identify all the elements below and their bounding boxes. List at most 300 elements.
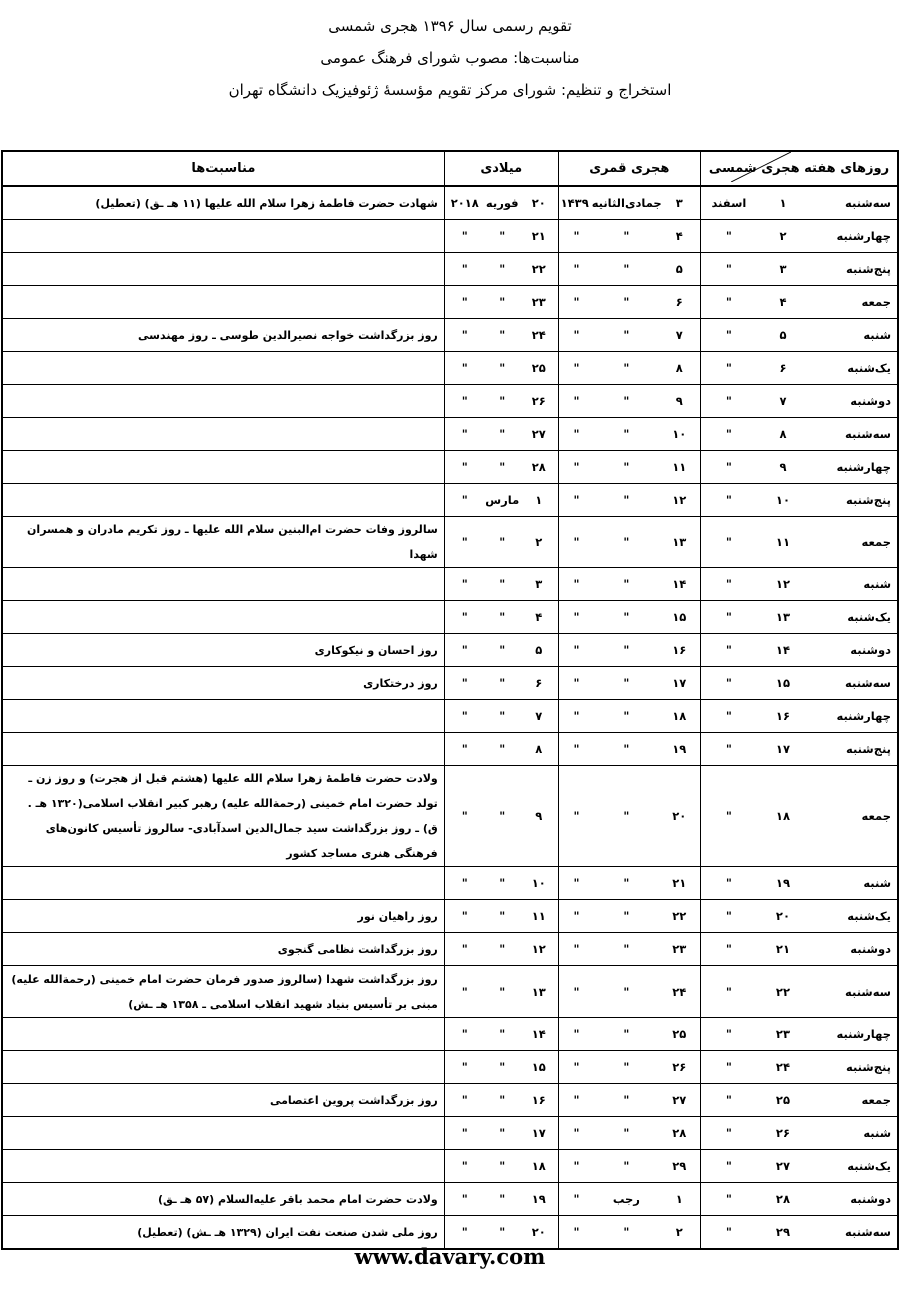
weekday: یک‌شنبه xyxy=(847,361,891,375)
miladi-day: ۱۶ xyxy=(531,1093,546,1107)
qamari-month: " xyxy=(623,1225,630,1239)
cell-event: سالروز وفات حضرت ام‌البنین سلام الله علیها ـ روز تکریم مادران و همسران شهدا xyxy=(2,517,444,568)
cell-event: شهادت حضرت فاطمهٔ زهرا سلام الله علیها (۱۱ هـ ـق) (تعطیل) xyxy=(2,186,444,220)
qamari-day: ۲ xyxy=(675,1225,683,1239)
qamari-day: ۲۲ xyxy=(672,909,687,923)
miladi-month: " xyxy=(499,876,506,890)
cell-miladi xyxy=(444,1084,558,1117)
weekday: چهارشنبه xyxy=(836,460,891,474)
cell-miladi xyxy=(444,1117,558,1150)
table-row xyxy=(2,733,898,766)
shamsi-month: " xyxy=(725,742,732,756)
cell-event xyxy=(2,385,444,418)
table-row xyxy=(2,319,898,352)
cell-qamari xyxy=(558,286,700,319)
shamsi-day: ۷ xyxy=(779,394,787,408)
cell-miladi xyxy=(444,1183,558,1216)
shamsi-month: " xyxy=(725,577,732,591)
qamari-day: ۱۷ xyxy=(672,676,687,690)
miladi-month: " xyxy=(499,942,506,956)
miladi-month: " xyxy=(499,742,506,756)
qamari-month: " xyxy=(623,535,630,549)
shamsi-day: ۲۸ xyxy=(775,1192,790,1206)
cell-shamsi xyxy=(700,867,898,900)
cell-miladi xyxy=(444,867,558,900)
miladi-month: " xyxy=(499,709,506,723)
miladi-month: " xyxy=(499,262,506,276)
table-row xyxy=(2,286,898,319)
miladi-year: ۲۰۱۸ xyxy=(450,196,479,210)
miladi-year: " xyxy=(461,262,468,276)
cell-qamari xyxy=(558,634,700,667)
cell-miladi xyxy=(444,484,558,517)
header-qamari: هجری قمری xyxy=(558,151,700,186)
calendar-body xyxy=(2,186,898,1249)
cell-event xyxy=(2,286,444,319)
qamari-year: " xyxy=(573,610,580,624)
qamari-month: " xyxy=(623,262,630,276)
qamari-year: " xyxy=(573,394,580,408)
qamari-year: " xyxy=(573,1027,580,1041)
miladi-month: " xyxy=(499,577,506,591)
page-header xyxy=(0,10,900,106)
miladi-year: " xyxy=(461,427,468,441)
qamari-month: " xyxy=(623,942,630,956)
qamari-month: " xyxy=(623,427,630,441)
cell-shamsi xyxy=(700,186,898,220)
cell-event xyxy=(2,220,444,253)
cell-qamari xyxy=(558,1084,700,1117)
cell-miladi xyxy=(444,385,558,418)
cell-event: روز بزرگداشت خواجه نصیرالدین طوسی ـ روز مهندسی xyxy=(2,319,444,352)
weekday: سه‌شنبه xyxy=(845,676,891,690)
shamsi-day: ۱۲ xyxy=(775,577,790,591)
cell-shamsi xyxy=(700,1051,898,1084)
miladi-day: ۲۳ xyxy=(531,295,546,309)
miladi-year: " xyxy=(461,361,468,375)
qamari-year: " xyxy=(573,262,580,276)
table-row xyxy=(2,1117,898,1150)
qamari-day: ۲۳ xyxy=(672,942,687,956)
miladi-year: " xyxy=(461,493,468,507)
cell-shamsi xyxy=(700,319,898,352)
cell-shamsi xyxy=(700,418,898,451)
shamsi-day: ۱۸ xyxy=(775,809,790,823)
miladi-day: ۱۹ xyxy=(531,1192,546,1206)
cell-miladi xyxy=(444,634,558,667)
weekday: دوشنبه xyxy=(850,394,891,408)
cell-qamari xyxy=(558,966,700,1018)
miladi-month: " xyxy=(499,909,506,923)
cell-shamsi xyxy=(700,517,898,568)
miladi-month: " xyxy=(499,229,506,243)
miladi-year: " xyxy=(461,394,468,408)
miladi-month: " xyxy=(499,394,506,408)
qamari-year: " xyxy=(573,876,580,890)
cell-miladi xyxy=(444,517,558,568)
qamari-month: " xyxy=(623,577,630,591)
table-header-row xyxy=(2,151,898,186)
weekday: یک‌شنبه xyxy=(847,1159,891,1173)
qamari-year: " xyxy=(573,295,580,309)
shamsi-day: ۵ xyxy=(779,328,787,342)
qamari-year: " xyxy=(573,984,580,999)
weekday: چهارشنبه xyxy=(836,229,891,243)
shamsi-month: " xyxy=(725,942,732,956)
cell-qamari xyxy=(558,900,700,933)
cell-miladi xyxy=(444,286,558,319)
shamsi-month: " xyxy=(725,876,732,890)
miladi-year: " xyxy=(461,1060,468,1074)
cell-event: روز بزرگداشت پروین اعتصامی xyxy=(2,1084,444,1117)
shamsi-day: ۱۴ xyxy=(775,643,790,657)
miladi-month: " xyxy=(499,1159,506,1173)
qamari-day: ۲۱ xyxy=(672,876,687,890)
qamari-day: ۴ xyxy=(675,229,683,243)
table-row xyxy=(2,517,898,568)
miladi-month: " xyxy=(499,809,506,823)
miladi-year: " xyxy=(461,876,468,890)
cell-event xyxy=(2,568,444,601)
table-row xyxy=(2,667,898,700)
table-row xyxy=(2,568,898,601)
qamari-year: " xyxy=(573,1159,580,1173)
weekday: پنج‌شنبه xyxy=(846,493,891,507)
miladi-day: ۲۰ xyxy=(531,1225,546,1239)
table-row xyxy=(2,1084,898,1117)
qamari-month: " xyxy=(623,295,630,309)
cell-shamsi xyxy=(700,385,898,418)
qamari-day: ۷ xyxy=(675,328,683,342)
miladi-day: ۲۵ xyxy=(531,361,546,375)
cell-qamari xyxy=(558,253,700,286)
miladi-year: " xyxy=(461,709,468,723)
qamari-year: " xyxy=(573,577,580,591)
cell-shamsi xyxy=(700,933,898,966)
shamsi-day: ۳ xyxy=(779,262,787,276)
cell-miladi xyxy=(444,451,558,484)
table-row xyxy=(2,385,898,418)
weekday: پنج‌شنبه xyxy=(846,742,891,756)
qamari-month: " xyxy=(623,742,630,756)
miladi-day: ۲۴ xyxy=(531,328,546,342)
cell-event xyxy=(2,1018,444,1051)
cell-shamsi xyxy=(700,733,898,766)
cell-qamari xyxy=(558,568,700,601)
shamsi-month: " xyxy=(725,709,732,723)
shamsi-day: ۱۰ xyxy=(775,493,790,507)
miladi-year: " xyxy=(461,535,468,549)
shamsi-month: " xyxy=(725,394,732,408)
cell-qamari xyxy=(558,867,700,900)
shamsi-day: ۲ xyxy=(779,229,787,243)
table-row xyxy=(2,484,898,517)
miladi-year: " xyxy=(461,1192,468,1206)
cell-miladi xyxy=(444,601,558,634)
cell-qamari xyxy=(558,352,700,385)
table-row xyxy=(2,601,898,634)
cell-miladi xyxy=(444,186,558,220)
shamsi-day: ۱۹ xyxy=(775,876,790,890)
cell-miladi xyxy=(444,966,558,1018)
shamsi-month: " xyxy=(725,809,732,823)
weekday: شنبه xyxy=(863,577,891,591)
shamsi-day: ۲۰ xyxy=(775,909,790,923)
miladi-month: " xyxy=(499,610,506,624)
shamsi-month: " xyxy=(725,427,732,441)
cell-event xyxy=(2,451,444,484)
miladi-day: ۱۲ xyxy=(531,942,546,956)
cell-qamari xyxy=(558,319,700,352)
miladi-day: ۱۵ xyxy=(531,1060,546,1074)
cell-qamari xyxy=(558,1051,700,1084)
table-row xyxy=(2,220,898,253)
cell-shamsi xyxy=(700,484,898,517)
cell-qamari xyxy=(558,766,700,867)
calendar-table xyxy=(1,150,899,1250)
cell-qamari xyxy=(558,484,700,517)
cell-event: روز راهیان نور xyxy=(2,900,444,933)
shamsi-month: " xyxy=(725,1159,732,1173)
footer-url: www.davary.com xyxy=(354,1244,546,1269)
qamari-month: " xyxy=(623,909,630,923)
qamari-day: ۱۱ xyxy=(672,460,687,474)
cell-shamsi xyxy=(700,766,898,867)
qamari-year: " xyxy=(573,909,580,923)
shamsi-day: ۲۳ xyxy=(775,1027,790,1041)
cell-event: روز ملی شدن صنعت نفت ایران (۱۳۲۹ هـ ـش) (تعطیل) xyxy=(2,1216,444,1250)
miladi-day: ۲۶ xyxy=(531,394,546,408)
cell-qamari xyxy=(558,385,700,418)
miladi-year: " xyxy=(461,942,468,956)
qamari-month: " xyxy=(623,1159,630,1173)
cell-shamsi xyxy=(700,900,898,933)
miladi-month: " xyxy=(499,1192,506,1206)
cell-event: روز بزرگداشت نظامی گنجوی xyxy=(2,933,444,966)
qamari-year: " xyxy=(573,1126,580,1140)
miladi-month: " xyxy=(499,676,506,690)
cell-miladi xyxy=(444,667,558,700)
qamari-year: " xyxy=(573,1060,580,1074)
cell-qamari xyxy=(558,601,700,634)
cell-miladi xyxy=(444,700,558,733)
shamsi-month: " xyxy=(725,229,732,243)
cell-event xyxy=(2,1117,444,1150)
miladi-month: مارس xyxy=(485,493,520,507)
qamari-month: " xyxy=(623,643,630,657)
qamari-month: " xyxy=(623,460,630,474)
shamsi-month: اسفند xyxy=(711,196,747,210)
miladi-month: " xyxy=(499,535,506,549)
cell-shamsi xyxy=(700,966,898,1018)
miladi-month: " xyxy=(499,984,506,999)
cell-miladi xyxy=(444,1051,558,1084)
weekday: چهارشنبه xyxy=(836,1027,891,1041)
qamari-month: " xyxy=(623,328,630,342)
table-row xyxy=(2,966,898,1018)
cell-miladi xyxy=(444,352,558,385)
qamari-day: ۵ xyxy=(675,262,683,276)
shamsi-month: " xyxy=(725,1093,732,1107)
miladi-year: " xyxy=(461,984,468,999)
qamari-day: ۸ xyxy=(675,361,683,375)
cell-event xyxy=(2,867,444,900)
weekday: یک‌شنبه xyxy=(847,909,891,923)
miladi-year: " xyxy=(461,1126,468,1140)
miladi-day: ۱۷ xyxy=(531,1126,546,1140)
cell-shamsi xyxy=(700,601,898,634)
shamsi-month: " xyxy=(725,262,732,276)
miladi-day: ۱۱ xyxy=(531,909,546,923)
miladi-year: " xyxy=(461,676,468,690)
table-row xyxy=(2,867,898,900)
weekday: پنج‌شنبه xyxy=(846,262,891,276)
qamari-day: ۲۵ xyxy=(672,1027,687,1041)
qamari-year: " xyxy=(573,1192,580,1206)
cell-qamari xyxy=(558,700,700,733)
miladi-day: ۲۰ xyxy=(531,196,546,210)
qamari-day: ۱۸ xyxy=(672,709,687,723)
miladi-day: ۶ xyxy=(535,676,543,690)
cell-event xyxy=(2,700,444,733)
cell-event: روز احسان و نیکوکاری xyxy=(2,634,444,667)
cell-shamsi xyxy=(700,568,898,601)
shamsi-day: ۲۲ xyxy=(775,984,790,999)
qamari-day: ۱۹ xyxy=(672,742,687,756)
shamsi-month: " xyxy=(725,676,732,690)
miladi-month: " xyxy=(499,328,506,342)
miladi-month: " xyxy=(499,361,506,375)
shamsi-month: " xyxy=(725,1027,732,1041)
miladi-year: " xyxy=(461,909,468,923)
cell-miladi xyxy=(444,733,558,766)
weekday: جمعه xyxy=(861,809,891,823)
weekday: یک‌شنبه xyxy=(847,610,891,624)
cell-miladi xyxy=(444,933,558,966)
calendar-credit: استخراج و تنظیم: شورای مرکز تقویم مؤسسهٔ ژئوفیزیک دانشگاه تهران xyxy=(228,81,672,99)
cell-event xyxy=(2,253,444,286)
qamari-month: " xyxy=(623,1027,630,1041)
qamari-year: ۱۴۳۹ xyxy=(560,196,589,210)
cell-event xyxy=(2,418,444,451)
miladi-day: ۳ xyxy=(535,577,543,591)
qamari-day: ۲۰ xyxy=(672,809,687,823)
qamari-year: " xyxy=(573,535,580,549)
miladi-month: " xyxy=(499,427,506,441)
shamsi-month: " xyxy=(725,328,732,342)
table-row xyxy=(2,1183,898,1216)
miladi-year: " xyxy=(461,809,468,823)
miladi-year: " xyxy=(461,577,468,591)
miladi-day: ۱۰ xyxy=(531,876,546,890)
cell-shamsi xyxy=(700,1018,898,1051)
cell-shamsi xyxy=(700,634,898,667)
miladi-year: " xyxy=(461,1093,468,1107)
weekday: دوشنبه xyxy=(850,942,891,956)
shamsi-day: ۲۴ xyxy=(775,1060,790,1074)
table-row xyxy=(2,933,898,966)
cell-miladi xyxy=(444,220,558,253)
shamsi-day: ۸ xyxy=(779,427,787,441)
table-row xyxy=(2,900,898,933)
calendar-subtitle: مناسبت‌ها: مصوب شورای فرهنگ عمومی xyxy=(320,49,580,67)
shamsi-month: " xyxy=(725,1060,732,1074)
cell-miladi xyxy=(444,766,558,867)
weekday: سه‌شنبه xyxy=(845,984,891,999)
qamari-day: ۹ xyxy=(675,394,683,408)
header-diagonal-line xyxy=(731,152,791,182)
miladi-year: " xyxy=(461,460,468,474)
qamari-day: ۲۶ xyxy=(672,1060,687,1074)
shamsi-day: ۲۹ xyxy=(775,1225,790,1239)
shamsi-month: " xyxy=(725,1192,732,1206)
header-shamsi-label: روزهای هفته هجری شمسی xyxy=(708,161,890,176)
weekday: جمعه xyxy=(861,1093,891,1107)
shamsi-day: ۱ xyxy=(779,196,787,210)
qamari-day: ۲۴ xyxy=(672,984,687,999)
cell-shamsi xyxy=(700,451,898,484)
shamsi-month: " xyxy=(725,643,732,657)
shamsi-month: " xyxy=(725,984,732,999)
shamsi-month: " xyxy=(725,361,732,375)
cell-event xyxy=(2,733,444,766)
table-row xyxy=(2,186,898,220)
cell-shamsi xyxy=(700,1183,898,1216)
qamari-day: ۱ xyxy=(675,1192,683,1206)
qamari-year: " xyxy=(573,460,580,474)
table-row xyxy=(2,1150,898,1183)
miladi-year: " xyxy=(461,643,468,657)
cell-event xyxy=(2,484,444,517)
qamari-day: ۲۸ xyxy=(672,1126,687,1140)
cell-shamsi xyxy=(700,1117,898,1150)
cell-miladi xyxy=(444,568,558,601)
cell-miladi xyxy=(444,1018,558,1051)
table-row xyxy=(2,1051,898,1084)
qamari-day: ۶ xyxy=(675,295,683,309)
miladi-year: " xyxy=(461,1027,468,1041)
cell-shamsi xyxy=(700,220,898,253)
miladi-year: " xyxy=(461,742,468,756)
miladi-day: ۱۴ xyxy=(531,1027,546,1041)
cell-shamsi xyxy=(700,352,898,385)
weekday: شنبه xyxy=(863,876,891,890)
cell-qamari xyxy=(558,1183,700,1216)
miladi-year: " xyxy=(461,328,468,342)
shamsi-month: " xyxy=(725,1225,732,1239)
miladi-month: " xyxy=(499,460,506,474)
weekday: شنبه xyxy=(863,1126,891,1140)
cell-qamari xyxy=(558,933,700,966)
miladi-day: ۷ xyxy=(535,709,543,723)
shamsi-month: " xyxy=(725,493,732,507)
qamari-month: " xyxy=(623,229,630,243)
shamsi-day: ۲۵ xyxy=(775,1093,790,1107)
qamari-month: " xyxy=(623,876,630,890)
miladi-month: " xyxy=(499,1093,506,1107)
table-row xyxy=(2,634,898,667)
shamsi-day: ۱۵ xyxy=(775,676,790,690)
cell-qamari xyxy=(558,220,700,253)
weekday: سه‌شنبه xyxy=(845,196,891,210)
miladi-day: ۹ xyxy=(535,809,543,823)
qamari-year: " xyxy=(573,709,580,723)
qamari-year: " xyxy=(573,676,580,690)
calendar-title: تقویم رسمی سال ۱۳۹۶ هجری شمسی xyxy=(328,17,572,35)
cell-shamsi xyxy=(700,286,898,319)
table-row xyxy=(2,1018,898,1051)
weekday: دوشنبه xyxy=(850,643,891,657)
